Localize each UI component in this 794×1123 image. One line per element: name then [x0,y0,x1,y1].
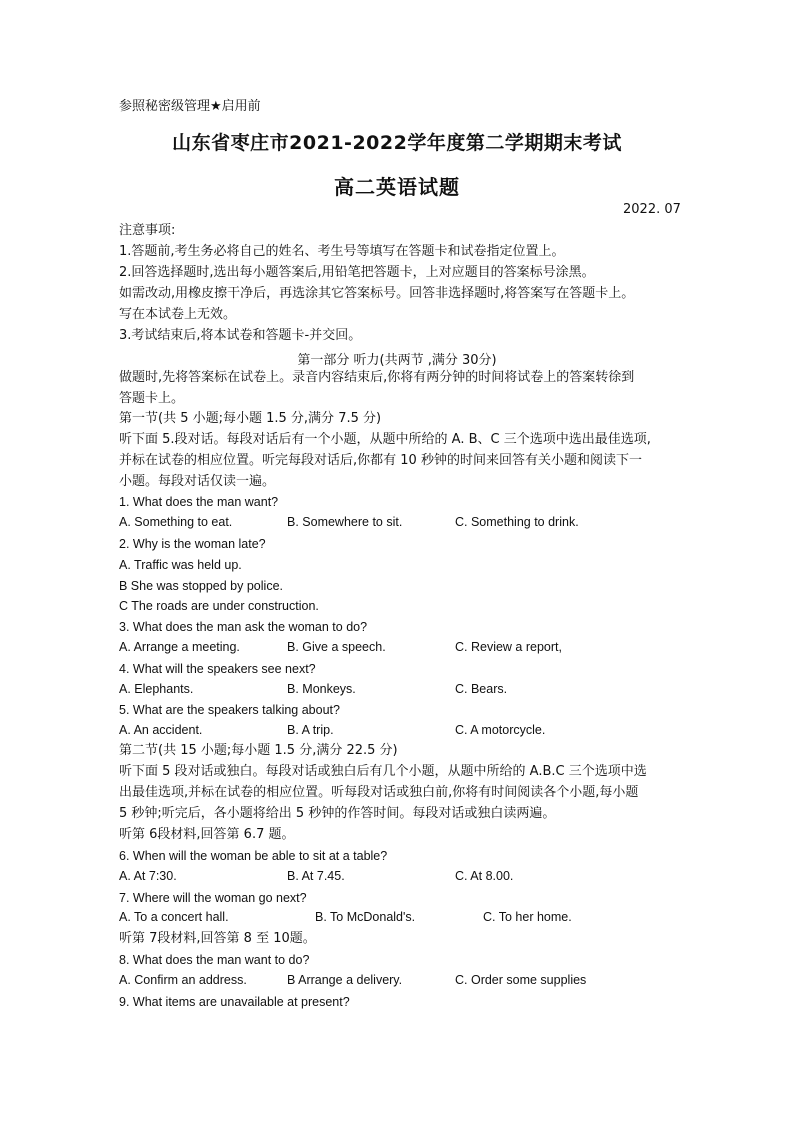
q5-option-a: A. An accident. [119,723,203,737]
note-2c: 写在本试卷上无效。 [119,307,237,322]
exam-subtitle: 高二英语试题 [334,175,460,199]
q1-option-c: C. Something to drink. [455,515,579,529]
q8-option-a: A. Confirm an address. [119,973,247,987]
q3-option-c: C. Review a report, [455,640,562,654]
note-2a: 2.回答选择题时,选出每小题答案后,用铅笔把答题卡，上对应题目的答案标号涂黑。 [119,265,595,280]
section2-directions-3: 5 秒钟;听完后，各小题将给出 5 秒钟的作答时间。每段对话或独白读两遍。 [119,806,556,821]
material-6-instruction: 听第 6段材料,回答第 6.7 题。 [119,827,295,842]
q7-option-c: C. To her home. [483,910,572,924]
question-3: 3. What does the man ask the woman to do? [119,620,368,634]
note-3: 3.考试结束后,将本试卷和答题卡-并交回。 [119,328,362,343]
part1-heading: 第一部分 听力(共两节 ,满分 30分) [297,353,497,368]
q4-option-b: B. Monkeys. [287,682,356,696]
section1-directions-2: 并标在试卷的相应位置。听完每段对话后,你都有 10 秒钟的时间来回答有关小题和阅读下一 [119,453,642,468]
question-2: 2. Why is the woman late? [119,537,266,551]
q5-option-b: B. A trip. [287,723,334,737]
section1-directions-3: 小题。每段对话仅读一遍。 [119,474,276,489]
q8-option-b: B Arrange a delivery. [287,973,403,987]
exam-date: 2022. 07 [623,202,681,217]
question-7: 7. Where will the woman go next? [119,891,307,905]
section2-heading: 第二节(共 15 小题;每小题 1.5 分,满分 22.5 分) [119,743,398,758]
q7-option-a: A. To a concert hall. [119,910,229,924]
note-2b: 如需改动,用橡皮擦干净后，再选涂其它答案标号。回答非选择题时,将答案写在答题卡上。 [119,286,635,301]
q3-option-a: A. Arrange a meeting. [119,640,240,654]
notes-heading: 注意事项: [119,223,176,238]
question-9: 9. What items are unavailable at present? [119,995,350,1009]
q8-option-c: C. Order some supplies [455,973,587,987]
q4-option-a: A. Elephants. [119,682,194,696]
material-7-instruction: 听第 7段材料,回答第 8 至 10题。 [119,931,316,946]
q3-option-b: B. Give a speech. [287,640,386,654]
q2-option-a: A. Traffic was held up. [119,558,242,572]
confidential-label: 参照秘密级管理★启用前 [119,99,261,114]
note-1: 1.答题前,考生务必将自己的姓名、考生号等填写在答题卡和试卷指定位置上。 [119,244,565,259]
question-4: 4. What will the speakers see next? [119,662,316,676]
q2-option-b: B She was stopped by police. [119,579,283,593]
exam-title: 山东省枣庄市2021-2022学年度第二学期期末考试 [172,132,622,154]
q7-option-b: B. To McDonald's. [315,910,416,924]
q6-option-c: C. At 8.00. [455,869,514,883]
q2-option-c: C The roads are under construction. [119,599,319,613]
part1-intro-1: 做题时,先将答案标在试卷上。录音内容结束后,你将有两分钟的时间将试卷上的答案转徐到 [119,370,635,385]
section1-heading: 第一节(共 5 小题;每小题 1.5 分,满分 7.5 分) [119,411,382,426]
q4-option-c: C. Bears. [455,682,508,696]
question-5: 5. What are the speakers talking about? [119,703,340,717]
question-8: 8. What does the man want to do? [119,953,310,967]
q6-option-a: A. At 7:30. [119,869,177,883]
question-1: 1. What does the man want? [119,495,279,509]
q5-option-c: C. A motorcycle. [455,723,546,737]
q6-option-b: B. At 7.45. [287,869,345,883]
question-6: 6. When will the woman be able to sit at a table? [119,849,388,863]
q1-option-b: B. Somewhere to sit. [287,515,403,529]
section2-directions-2: 出最佳选项,并标在试卷的相应位置。听每段对话或独白前,你将有时间阅读各个小题,每小题 [119,785,639,800]
q1-option-a: A. Something to eat. [119,515,233,529]
part1-intro-2: 答题卡上。 [119,391,185,406]
section1-directions-1: 听下面 5.段对话。每段对话后有一个小题，从题中所给的 A. B、C 三个选项中选出最佳选项, [119,432,651,447]
section2-directions-1: 听下面 5 段对话或独白。每段对话或独白后有几个小题，从题中所给的 A.B.C 三个选项中选 [119,764,647,779]
